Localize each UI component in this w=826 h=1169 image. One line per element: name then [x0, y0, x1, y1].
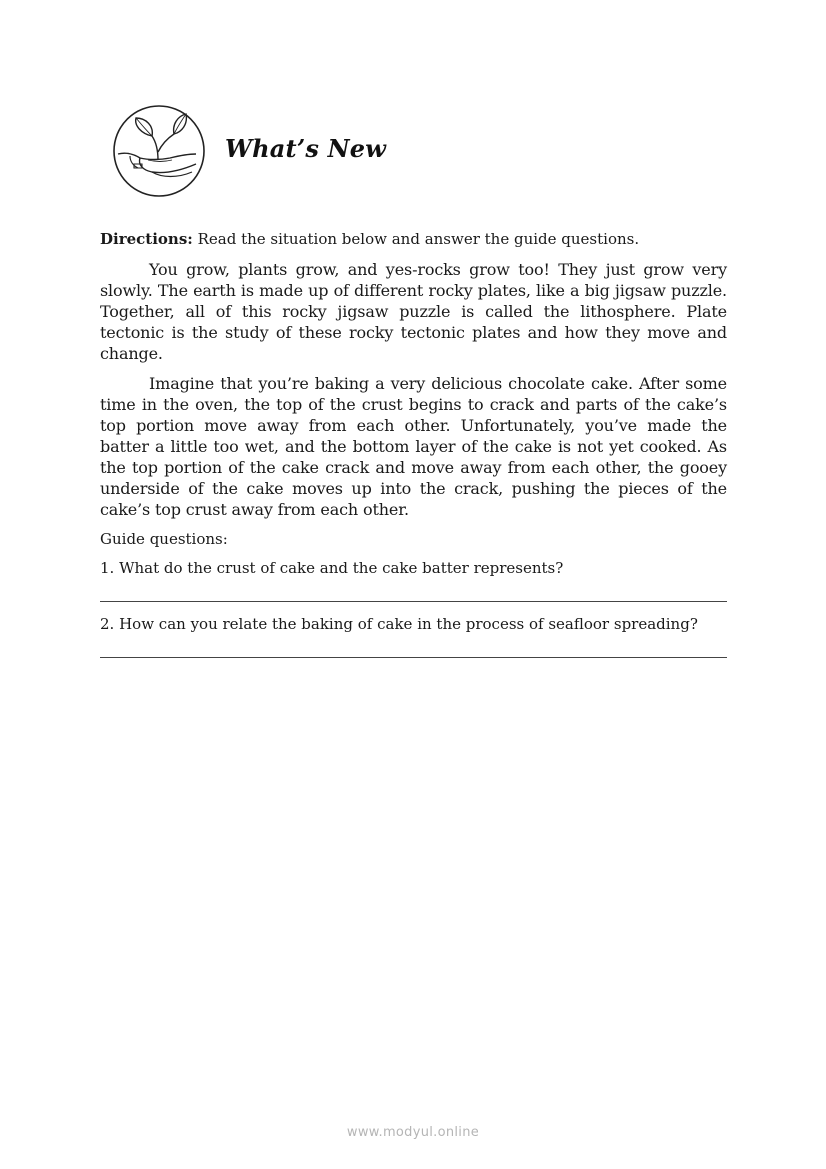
guide-question-2: 2. How can you relate the baking of cake in the process of seafloor spreading?	[100, 615, 698, 633]
answer-line-1[interactable]	[100, 601, 727, 602]
paragraph-cake-analogy: Imagine that you’re baking a very delicious chocolate cake. After some time in the oven, the top of the crust begins to crack and parts of the cake’s top portion move away from each other. Unfortunately, you’ve made the batter a little too wet, and the bottom layer of the cake is not yet cooked. As the top portion of the cake crack and move away from each other, the gooey underside of the cake moves up into the crack, pushing the pieces of the cake’s top crust away from each other.	[100, 374, 727, 519]
watermark: www.modyul.online	[346, 1125, 480, 1140]
hand-holding-plant-icon	[112, 104, 206, 198]
directions-label: Directions:	[100, 230, 193, 248]
answer-line-2[interactable]	[100, 657, 727, 658]
paragraph-rocks-grow: You grow, plants grow, and yes-rocks grow too! They just grow very slowly. The earth is made up of different rocky plates, like a big jigsaw puzzle. Together, all of this rocky jigsaw puzzle is called the lithosphere. Plate tectonic is the study of these rocky tectonic plates and how they move and change.	[100, 260, 727, 363]
directions	[100, 229, 727, 250]
guide-question-1: 1. What do the crust of cake and the cake batter represents?	[100, 559, 564, 577]
worksheet-content	[100, 229, 727, 670]
directions-text: Read the situation below and answer the guide questions.	[192, 230, 640, 248]
guide-questions-heading: Guide questions:	[100, 530, 228, 548]
section-title: What’s New	[225, 134, 387, 163]
